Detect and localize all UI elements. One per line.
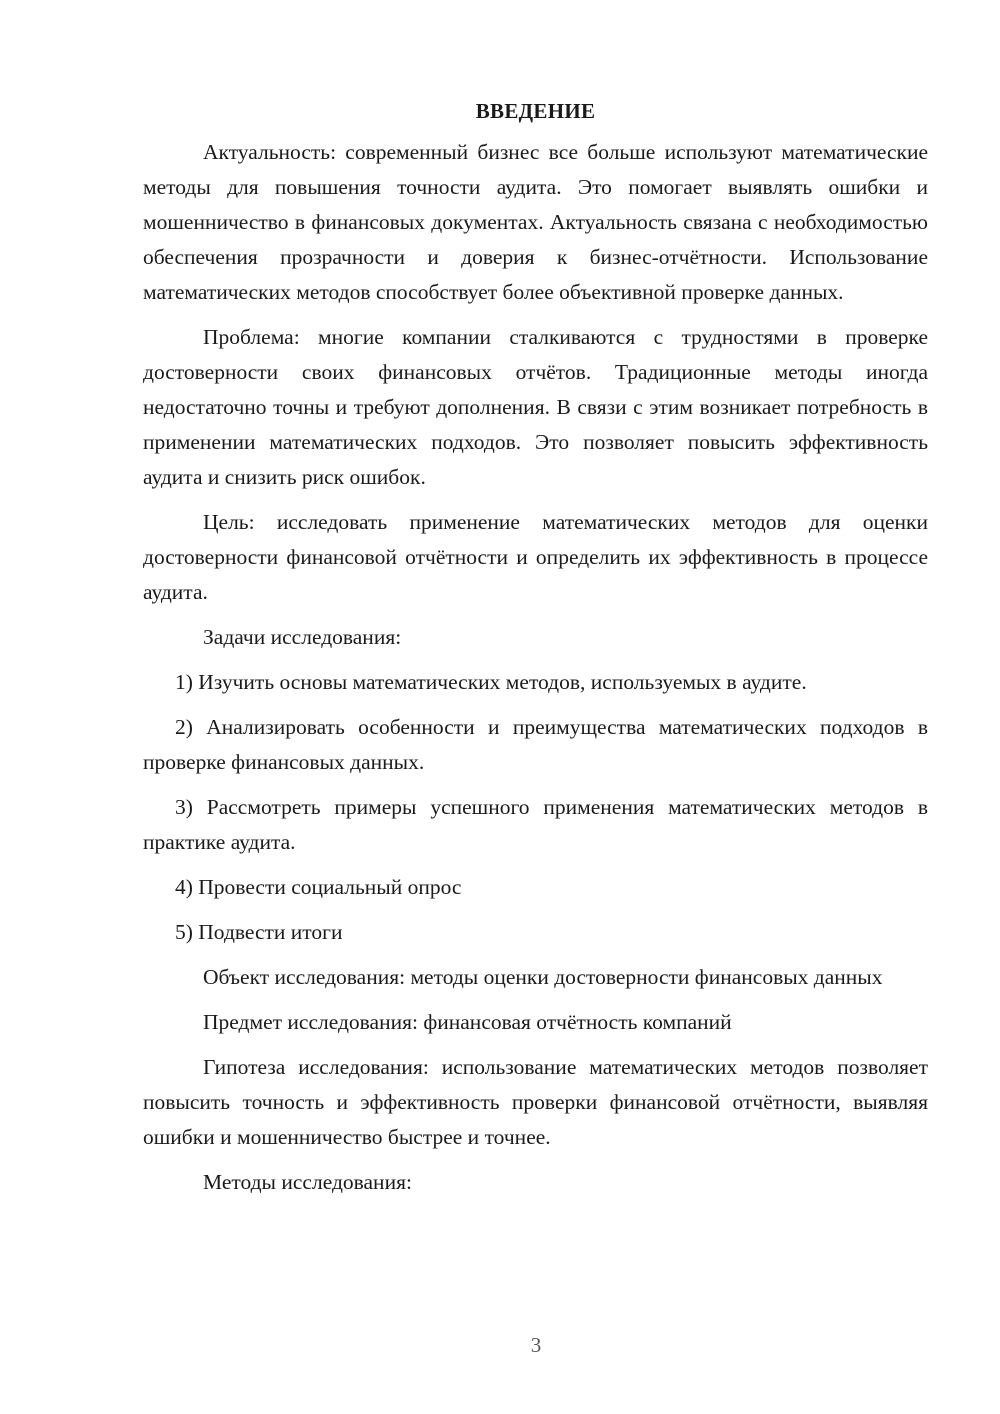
paragraph-object: Объект исследования: методы оценки достоверности финансовых данных xyxy=(203,965,883,989)
page-number: 3 xyxy=(530,1333,542,1357)
task-item: 2) Анализировать особенности и преимущества математических подходов в проверке финансовых данных. xyxy=(143,715,928,774)
paragraph-problem: Проблема: многие компании сталкиваются с трудностями в проверке достоверности своих финансовых отчётов. Традиционные методы иногда недостаточно точны и требуют дополнения. В связи с этим возникает потребность в применении математических подходов. Это позволяет повысить эффективность аудита и снизить риск ошибок. xyxy=(143,325,928,489)
paragraph-hypothesis: Гипотеза исследования: использование математических методов позволяет повысить точность и эффективность проверки финансовой отчётности, выявляя ошибки и мошенничество быстрее и точнее. xyxy=(143,1055,928,1149)
tasks-title: Задачи исследования: xyxy=(203,625,402,649)
paragraph-relevance: Актуальность: современный бизнес все больше используют математические методы для повышения точности аудита. Это помогает выявлять ошибки и мошенничество в финансовых документах. Актуальность связана с необходимостью обеспечения прозрачности и доверия к бизнес-отчётности. Использование математических методов способствует более объективной проверке данных. xyxy=(143,140,928,304)
task-item: 4) Провести социальный опрос xyxy=(175,875,462,899)
document-page xyxy=(143,96,928,1210)
paragraph-methods: Методы исследования: xyxy=(203,1170,412,1194)
task-item: 1) Изучить основы математических методов, используемых в аудите. xyxy=(175,670,807,694)
paragraph-subject: Предмет исследования: финансовая отчётность компаний xyxy=(203,1010,732,1034)
task-item: 5) Подвести итоги xyxy=(175,920,343,944)
paragraph-goal: Цель: исследовать применение математических методов для оценки достоверности финансовой отчётности и определить их эффективность в процессе аудита. xyxy=(143,510,928,604)
section-heading: ВВЕДЕНИЕ xyxy=(475,99,596,123)
task-item: 3) Рассмотреть примеры успешного применения математических методов в практике аудита. xyxy=(143,795,928,854)
